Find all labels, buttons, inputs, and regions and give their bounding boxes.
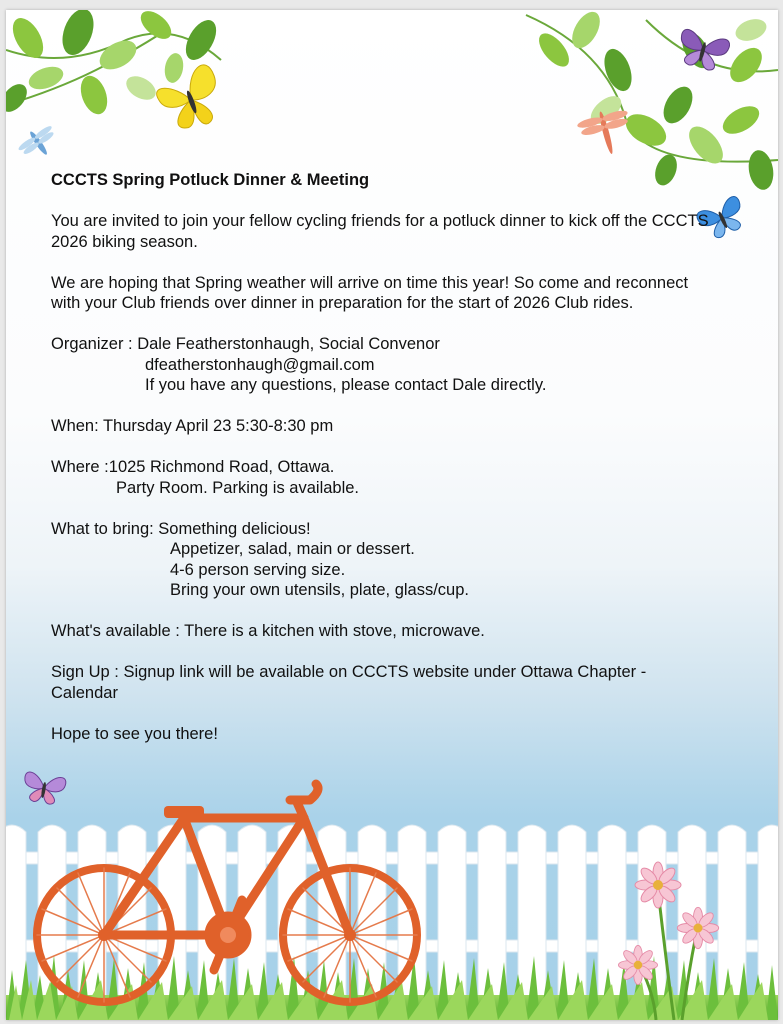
when-line: When: Thursday April 23 5:30-8:30 pm [51,417,334,435]
dragonfly-icon [14,120,63,166]
vine-top-right [526,10,778,192]
where-section [51,457,711,498]
bring-dish-types: Appetizer, salad, main or dessert. [170,540,415,558]
available-line: What's available : There is a kitchen with stove, microwave. [51,622,485,640]
organizer-email: dfeatherstonhaugh@gmail.com [145,355,375,374]
organizer-contact-note: If you have any questions, please contact Dale directly. [145,376,547,394]
where-room: Party Room. Parking is available. [116,478,360,497]
intro-paragraph: You are invited to join your fellow cycling friends for a potluck dinner to kick off the CCCTS 2026 biking season. [51,212,709,251]
small-butterfly-icon [21,771,67,806]
event-title: CCCTS Spring Potluck Dinner & Meeting [51,171,370,189]
flyer [6,10,778,1020]
weather-paragraph: We are hoping that Spring weather will arrive on time this year! So come and reconnect with your Club friends over dinner in preparation for the start of 2026 Club rides. [51,273,689,312]
organizer-line: Organizer : Dale Featherstonhaugh, Social Convenor [51,335,440,353]
organizer-section [51,334,711,396]
yellow-butterfly-icon [152,62,229,136]
signup-line: Sign Up : Signup link will be available on CCCTS website under Ottawa Chapter - Calendar [51,663,647,702]
where-address: Where :1025 Richmond Road, Ottawa. [51,458,335,476]
closing-line: Hope to see you there! [51,724,218,743]
bring-section [51,519,711,601]
bring-line: What to bring: Something delicious! [51,519,311,538]
bring-serving-size: 4-6 person serving size. [170,560,346,579]
flyer-text [51,170,711,765]
bring-utensils: Bring your own utensils, plate, glass/cup. [170,581,469,599]
